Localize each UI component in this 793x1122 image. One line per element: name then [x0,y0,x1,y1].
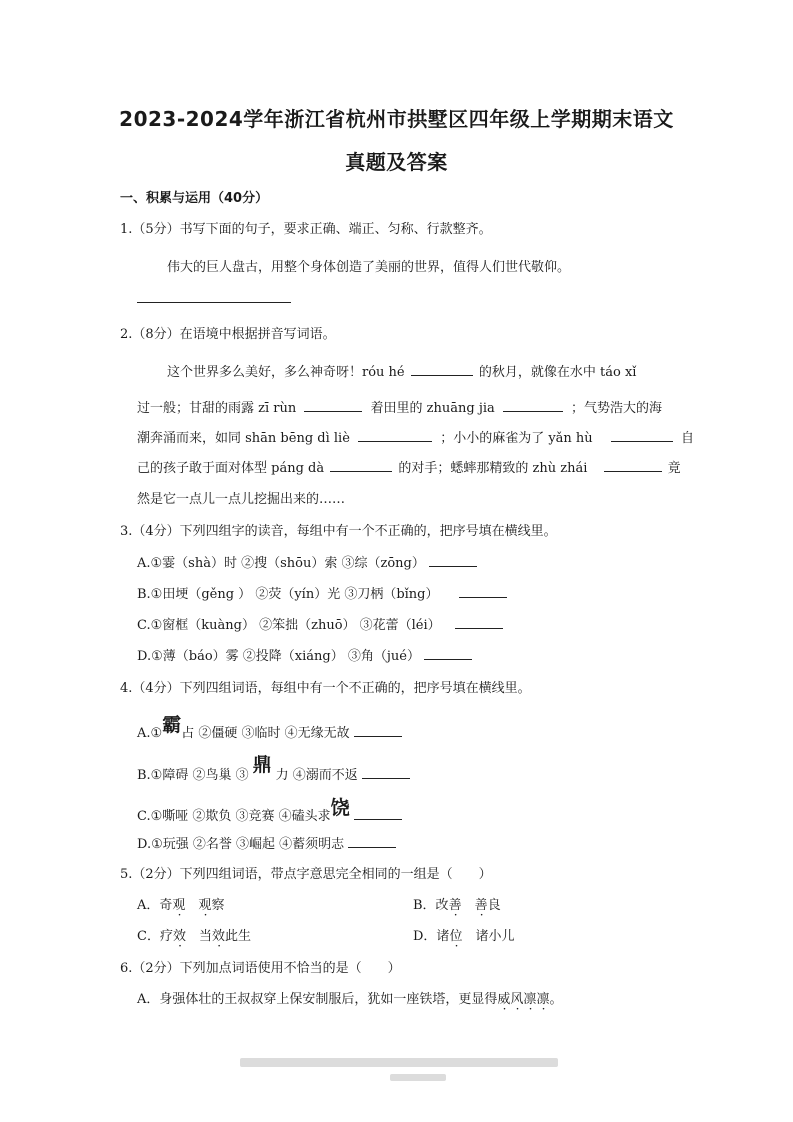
q5-option-a-text: 察 [211,898,225,913]
q4-enlarged-character: 饶 [330,797,350,819]
q3-stem: 3.（4分）下列四组字的读音，每组中有一个不正确的，把序号填在横线里。 [120,524,557,539]
q4-option-d [137,833,396,852]
q2-blank-2[interactable] [304,399,362,412]
q4-option-c [137,797,402,828]
q5-dotted-character: 善 [474,898,488,913]
q1-sentence: 伟大的巨人盘古，用整个身体创造了美丽的世界，值得人们世代敬仰。 [167,260,571,275]
q2-blank-6[interactable] [330,459,392,472]
q2-text: 竟 [667,461,681,476]
q4-blank-b[interactable] [362,766,410,779]
q6-option-a-text: A．身强体壮的王叔叔穿上保安制服后，犹如一座铁塔，更显得 [137,992,498,1007]
q2-blank-1[interactable] [411,363,473,376]
q2-text: 这个世界多么美好，多么神奇呀！róu hé [167,365,405,380]
q5-dotted-character: 效 [172,929,186,944]
document-title-line1: 2023-2024学年浙江省杭州市拱墅区四年级上学期期末语文 [119,107,674,131]
q2-paragraph-line5: 然是它一点儿一点儿挖掘出来的…… [137,492,346,507]
q4-enlarged-character: 霸 [162,714,182,736]
q5-option-b-text: 良 [487,898,501,913]
q2-blank-3[interactable] [503,399,563,412]
q6-option-a[interactable] [137,988,562,1007]
q4-option-a [137,714,402,745]
q3-option-d [137,645,472,664]
q2-text: ；小小的麻雀为了 yǎn hù [440,431,593,446]
q5-option-a[interactable] [137,894,224,913]
q5-dotted-character: 观 [198,898,212,913]
q6-dotted-character: 凛 [536,992,550,1007]
q5-dotted-character: 效 [211,929,225,944]
q1-writing-line[interactable] [137,292,291,307]
q2-text: 自 [680,431,694,446]
q5-option-d[interactable] [413,925,514,944]
q3-option-b-text: B.①田埂（gěng ） ②荧（yín）光 ③刀柄（bǐng） [137,587,439,602]
q5-option-d-text: 诸小儿 [462,929,515,944]
q6-dotted-character: 凛 [523,992,537,1007]
q2-text: 己的孩子敢于面对体型 páng dà [137,461,325,476]
q6-dotted-character: 风 [510,992,524,1007]
q5-option-c[interactable] [137,925,251,944]
q4-blank-d[interactable] [348,835,396,848]
q2-paragraph-line4 [137,457,681,476]
q5-dotted-character: 观 [172,898,186,913]
q3-option-c [137,614,503,633]
q2-text: 过一般；甘甜的雨露 zī rùn [137,401,297,416]
q2-blank-5[interactable] [611,429,673,442]
q4-blank-c[interactable] [354,807,402,820]
q3-blank-b[interactable] [459,585,507,598]
q6-option-a-text: 。 [549,992,563,1007]
q2-paragraph-line2 [137,397,662,416]
q2-text: ；气势浩大的海 [571,401,663,416]
q4-blank-a[interactable] [354,724,402,737]
q3-blank-c[interactable] [455,616,503,629]
q4-option-b [137,754,410,787]
document-title-line2: 真题及答案 [345,150,448,174]
q3-option-c-text: C.①窗框（kuàng） ②笨拙（zhuō） ③花蕾（léi） [137,618,441,633]
q5-dotted-character: 位 [449,929,463,944]
q2-text: 着田里的 zhuāng jia [370,401,495,416]
q4-option-b-text: B.①障碍 ②鸟巢 ③ [137,768,249,783]
q6-stem: 6.（2分）下列加点词语使用不恰当的是（ ） [120,961,401,976]
q5-option-d-text: D．诸 [413,929,450,944]
q2-stem: 2.（8分）在语境中根据拼音写词语。 [120,327,336,342]
q2-text: 的对手；蟋蟀那精致的 zhù zhái [398,461,588,476]
q5-option-b-text: B．改 [413,898,449,913]
q3-option-a-text: A.①霎（shà）时 ②搜（shōu）索 ③综（zōng） [137,556,425,571]
q3-blank-a[interactable] [429,554,477,567]
q2-blank-7[interactable] [604,459,662,472]
blurred-footer-watermark [240,1054,558,1084]
q5-stem: 5.（2分）下列四组词语，带点字意思完全相同的一组是（ ） [120,867,492,882]
q5-option-c-text: C．疗 [137,929,173,944]
q4-enlarged-character: 鼎 [252,754,272,776]
q6-dotted-phrase [497,992,549,1007]
q2-blank-4[interactable] [358,429,432,442]
q5-option-b-text [462,898,475,913]
q4-option-b-text: 力 ④溺而不返 [275,768,358,783]
q2-text: 的秋月，就像在水中 táo xǐ [478,365,637,380]
q2-paragraph-line1 [167,361,636,380]
q1-stem: 1.（5分）书写下面的句子，要求正确、端正、匀称、行款整齐。 [120,222,492,237]
q3-option-d-text: D.①薄（báo）雾 ②投降（xiáng） ③角（jué） [137,649,420,664]
q3-option-b [137,583,507,602]
q5-option-a-text: A．奇 [137,898,173,913]
q3-option-a [137,552,477,571]
q4-stem: 4.（4分）下列四组词语，每组中有一个不正确的，把序号填在横线里。 [120,681,531,696]
q5-option-c-text: 此生 [225,929,252,944]
q5-option-a-text [185,898,198,913]
q4-option-c-text: C.①嘶哑 ②欺负 ③竞赛 ④磕头求 [137,809,331,824]
q4-option-a-text: A.① [137,726,163,741]
q5-option-b[interactable] [413,894,501,913]
q2-paragraph-line3 [137,427,694,446]
q5-dotted-character: 善 [448,898,462,913]
q5-option-c-text: 当 [185,929,212,944]
q3-blank-d[interactable] [424,647,472,660]
q4-option-a-text: 占 ②僵硬 ③临时 ④无缘无故 [181,726,350,741]
q6-dotted-character: 威 [497,992,511,1007]
section-heading: 一、积累与运用（40分） [120,191,269,206]
q2-text: 潮奔涌而来，如同 shān bēng dì liè [137,431,350,446]
q4-option-d-text: D.①玩强 ②名誉 ③崛起 ④蓄须明志 [137,837,345,852]
